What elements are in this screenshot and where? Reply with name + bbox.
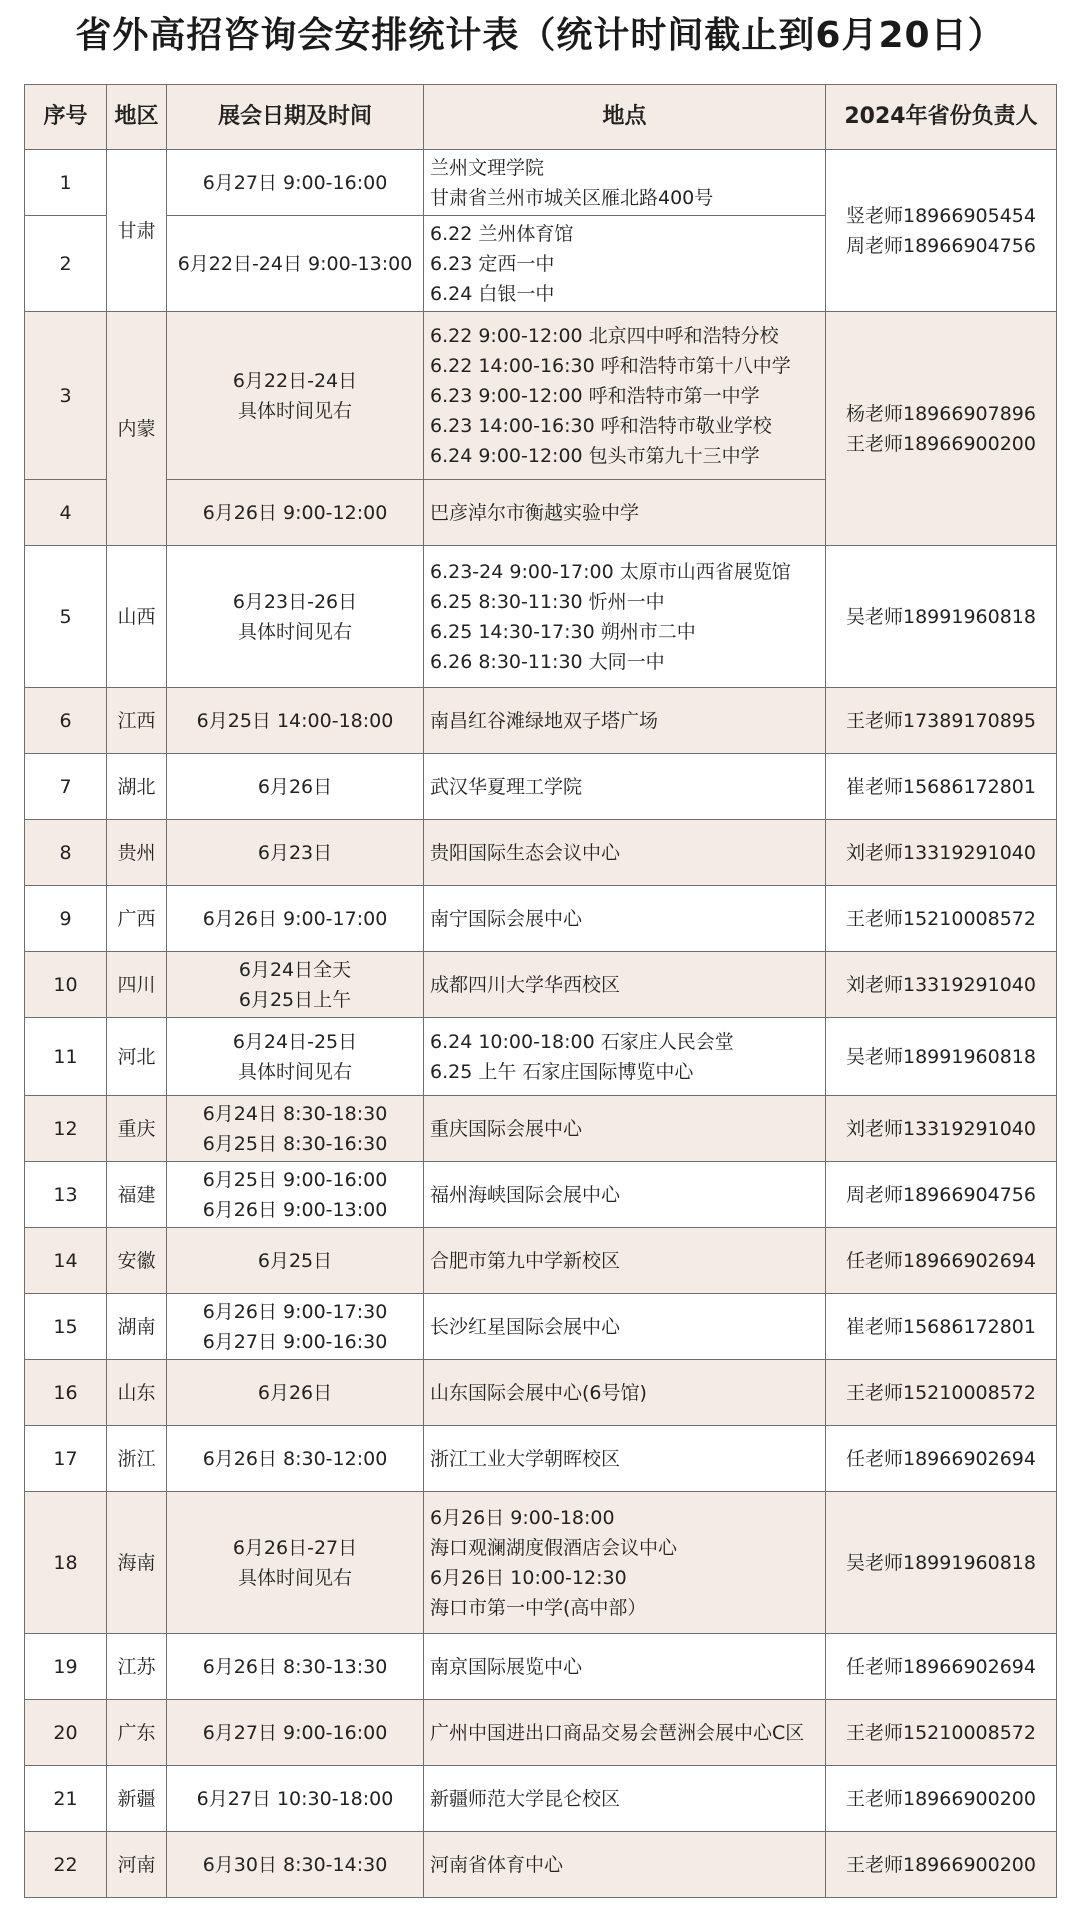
location-cell — [424, 1766, 826, 1832]
location-cell — [424, 480, 826, 546]
date-cell-line: 6月23日-26日 — [232, 590, 358, 613]
table-row — [25, 1700, 1057, 1766]
location-cell-line: 6.23 定西一中 — [430, 252, 555, 275]
date-cell-line: 6月26日-27日 — [232, 1536, 358, 1559]
region-cell: 甘肃 — [107, 150, 167, 312]
location-cell — [424, 886, 826, 952]
date-cell — [167, 546, 424, 688]
row-number: 1 — [25, 150, 107, 216]
table-row — [25, 1162, 1057, 1228]
table-row — [25, 1634, 1057, 1700]
table-row — [25, 1766, 1057, 1832]
date-cell — [167, 1018, 424, 1096]
location-cell-line: 6.23-24 9:00-17:00 太原市山西省展览馆 — [430, 560, 791, 583]
location-cell-line: 6.23 14:00-16:30 呼和浩特市敬业学校 — [430, 414, 772, 437]
location-cell — [424, 952, 826, 1018]
date-cell-line: 6月24日 8:30-18:30 — [202, 1102, 388, 1125]
location-cell — [424, 1360, 826, 1426]
row-number: 8 — [25, 820, 107, 886]
location-cell-line: 6.22 14:00-16:30 呼和浩特市第十八中学 — [430, 354, 791, 377]
location-cell-line: 6月26日 10:00-12:30 — [430, 1566, 627, 1589]
location-cell — [424, 216, 826, 312]
page-title: 省外高招咨询会安排统计表（统计时间截止到6月20日） — [75, 15, 1005, 56]
region-cell: 江苏 — [107, 1634, 167, 1700]
contact-cell-line: 周老师18966904756 — [846, 1183, 1036, 1206]
header-no: 序号 — [25, 85, 107, 150]
region-cell: 贵州 — [107, 820, 167, 886]
region-cell: 安徽 — [107, 1228, 167, 1294]
region-cell: 河南 — [107, 1832, 167, 1898]
region-cell: 湖南 — [107, 1294, 167, 1360]
table-row — [25, 820, 1057, 886]
region-cell: 山西 — [107, 546, 167, 688]
table-row — [25, 1096, 1057, 1162]
location-cell — [424, 1294, 826, 1360]
date-cell — [167, 1766, 424, 1832]
location-cell-line: 6.24 白银一中 — [430, 282, 555, 305]
row-number: 21 — [25, 1766, 107, 1832]
date-cell-line: 具体时间见右 — [237, 399, 352, 422]
contact-cell-line: 吴老师18991960818 — [846, 1045, 1036, 1068]
location-cell-line: 南昌红谷滩绿地双子塔广场 — [430, 709, 659, 732]
contact-cell — [826, 886, 1057, 952]
location-cell-line: 长沙红星国际会展中心 — [430, 1315, 621, 1338]
date-cell-line: 具体时间见右 — [237, 1566, 352, 1589]
date-cell-line: 6月25日 9:00-16:00 — [202, 1168, 388, 1191]
row-number: 16 — [25, 1360, 107, 1426]
table-row — [25, 1294, 1057, 1360]
date-cell-line: 6月25日 14:00-18:00 — [196, 709, 394, 732]
row-number: 4 — [25, 480, 107, 546]
location-cell-line: 6月26日 9:00-18:00 — [430, 1506, 615, 1529]
row-number: 10 — [25, 952, 107, 1018]
date-cell-line: 6月26日 — [257, 775, 333, 798]
location-cell — [424, 150, 826, 216]
region-cell: 广东 — [107, 1700, 167, 1766]
table-row — [25, 1426, 1057, 1492]
contact-cell-line: 王老师15210008572 — [846, 907, 1036, 930]
location-cell-line: 巴彦淖尔市衡越实验中学 — [430, 501, 640, 524]
date-cell-line: 6月26日 9:00-17:00 — [202, 907, 388, 930]
location-cell — [424, 312, 826, 480]
date-cell — [167, 150, 424, 216]
date-cell-line: 6月26日 9:00-12:00 — [202, 501, 388, 524]
contact-cell-line: 王老师15210008572 — [846, 1721, 1036, 1744]
date-cell-line: 6月26日 9:00-17:30 — [202, 1300, 388, 1323]
row-number: 6 — [25, 688, 107, 754]
table-row — [25, 1492, 1057, 1634]
date-cell-line: 6月26日 — [257, 1381, 333, 1404]
location-cell-line: 兰州文理学院 — [430, 156, 545, 179]
contact-cell-line: 任老师18966902694 — [846, 1249, 1036, 1272]
schedule-table — [24, 84, 1057, 1898]
contact-cell-line: 王老师15210008572 — [846, 1381, 1036, 1404]
contact-cell-line: 刘老师13319291040 — [846, 841, 1036, 864]
location-cell-line: 甘肃省兰州市城关区雁北路400号 — [430, 186, 714, 209]
date-cell — [167, 820, 424, 886]
location-cell-line: 6.25 14:30-17:30 朔州市二中 — [430, 620, 696, 643]
row-number: 13 — [25, 1162, 107, 1228]
date-cell — [167, 1096, 424, 1162]
row-number: 19 — [25, 1634, 107, 1700]
row-number: 12 — [25, 1096, 107, 1162]
row-number: 11 — [25, 1018, 107, 1096]
row-number: 18 — [25, 1492, 107, 1634]
date-cell-line: 具体时间见右 — [237, 620, 352, 643]
date-cell-line: 6月27日 9:00-16:00 — [202, 1721, 388, 1744]
table-row — [25, 312, 1057, 480]
location-cell-line: 6.25 上午 石家庄国际博览中心 — [430, 1060, 694, 1083]
date-cell-line: 6月30日 8:30-14:30 — [202, 1853, 388, 1876]
contact-cell-line: 吴老师18991960818 — [846, 605, 1036, 628]
location-cell-line: 浙江工业大学朝晖校区 — [430, 1447, 621, 1470]
contact-cell-line: 刘老师13319291040 — [846, 973, 1036, 996]
date-cell-line: 6月22日-24日 9:00-13:00 — [177, 252, 413, 275]
location-cell-line: 6.22 9:00-12:00 北京四中呼和浩特分校 — [430, 324, 779, 347]
date-cell-line: 具体时间见右 — [237, 1060, 352, 1083]
row-number: 7 — [25, 754, 107, 820]
date-cell-line: 6月27日 9:00-16:00 — [202, 171, 388, 194]
date-cell-line: 6月25日 8:30-16:30 — [202, 1132, 388, 1155]
region-cell: 四川 — [107, 952, 167, 1018]
region-cell: 重庆 — [107, 1096, 167, 1162]
location-cell-line: 6.26 8:30-11:30 大同一中 — [430, 650, 665, 673]
date-cell — [167, 886, 424, 952]
row-number: 3 — [25, 312, 107, 480]
table-row — [25, 150, 1057, 216]
date-cell-line: 6月26日 8:30-12:00 — [202, 1447, 388, 1470]
date-cell — [167, 1162, 424, 1228]
row-number: 22 — [25, 1832, 107, 1898]
contact-cell-line: 刘老师13319291040 — [846, 1117, 1036, 1140]
contact-cell — [826, 546, 1057, 688]
location-cell — [424, 1832, 826, 1898]
region-cell: 湖北 — [107, 754, 167, 820]
location-cell-line: 重庆国际会展中心 — [430, 1117, 583, 1140]
date-cell — [167, 1492, 424, 1634]
date-cell — [167, 216, 424, 312]
date-cell-line: 6月23日 — [257, 841, 333, 864]
contact-cell-line: 崔老师15686172801 — [846, 1315, 1036, 1338]
location-cell-line: 6.24 10:00-18:00 石家庄人民会堂 — [430, 1030, 734, 1053]
date-cell — [167, 1426, 424, 1492]
location-cell-line: 河南省体育中心 — [430, 1853, 564, 1876]
date-cell — [167, 480, 424, 546]
table-row — [25, 1018, 1057, 1096]
location-cell — [424, 1426, 826, 1492]
location-cell — [424, 1228, 826, 1294]
date-cell — [167, 1700, 424, 1766]
row-number: 5 — [25, 546, 107, 688]
row-number: 15 — [25, 1294, 107, 1360]
date-cell — [167, 1294, 424, 1360]
location-cell-line: 贵阳国际生态会议中心 — [430, 841, 621, 864]
region-cell: 海南 — [107, 1492, 167, 1634]
contact-cell — [826, 688, 1057, 754]
location-cell-line: 6.23 9:00-12:00 呼和浩特市第一中学 — [430, 384, 760, 407]
header-region: 地区 — [107, 85, 167, 150]
header-date: 展会日期及时间 — [167, 85, 424, 150]
contact-cell — [826, 1228, 1057, 1294]
contact-cell — [826, 1162, 1057, 1228]
region-cell: 广西 — [107, 886, 167, 952]
location-cell-line: 海口市第一中学(高中部） — [430, 1596, 647, 1619]
contact-cell — [826, 150, 1057, 312]
contact-cell — [826, 754, 1057, 820]
date-cell — [167, 754, 424, 820]
date-cell — [167, 1228, 424, 1294]
contact-cell — [826, 820, 1057, 886]
region-cell: 新疆 — [107, 1766, 167, 1832]
table-body — [25, 150, 1057, 1898]
row-number: 17 — [25, 1426, 107, 1492]
table-row — [25, 546, 1057, 688]
date-cell-line: 6月27日 9:00-16:30 — [202, 1330, 388, 1353]
location-cell-line: 6.24 9:00-12:00 包头市第九十三中学 — [430, 444, 760, 467]
location-cell-line: 南宁国际会展中心 — [430, 907, 583, 930]
row-number: 9 — [25, 886, 107, 952]
location-cell-line: 山东国际会展中心(6号馆) — [430, 1381, 647, 1404]
date-cell-line: 6月22日-24日 — [232, 369, 358, 392]
region-cell: 内蒙 — [107, 312, 167, 546]
row-number: 14 — [25, 1228, 107, 1294]
location-cell — [424, 754, 826, 820]
contact-cell — [826, 1294, 1057, 1360]
header-contact: 2024年省份负责人 — [826, 85, 1057, 150]
table-row — [25, 952, 1057, 1018]
location-cell-line: 广州中国进出口商品交易会琶洲会展中心C区 — [430, 1721, 805, 1744]
contact-cell-line: 吴老师18991960818 — [846, 1551, 1036, 1574]
contact-cell-line: 王老师18966900200 — [846, 1853, 1036, 1876]
location-cell-line: 武汉华夏理工学院 — [430, 775, 583, 798]
date-cell — [167, 1360, 424, 1426]
region-cell: 浙江 — [107, 1426, 167, 1492]
table-header-row — [25, 85, 1057, 150]
table-row — [25, 754, 1057, 820]
table-row — [25, 1228, 1057, 1294]
contact-cell-line: 王老师18966900200 — [846, 432, 1036, 455]
date-cell — [167, 1634, 424, 1700]
contact-cell — [826, 1492, 1057, 1634]
location-cell-line: 合肥市第九中学新校区 — [430, 1249, 621, 1272]
contact-cell-line: 王老师17389170895 — [846, 709, 1036, 732]
location-cell — [424, 820, 826, 886]
contact-cell — [826, 1700, 1057, 1766]
location-cell — [424, 1018, 826, 1096]
location-cell-line: 6.25 8:30-11:30 忻州一中 — [430, 590, 665, 613]
table-row — [25, 1832, 1057, 1898]
location-cell-line: 6.22 兰州体育馆 — [430, 222, 574, 245]
date-cell-line: 6月24日-25日 — [232, 1030, 358, 1053]
location-cell — [424, 1700, 826, 1766]
location-cell — [424, 1634, 826, 1700]
table-row — [25, 1360, 1057, 1426]
location-cell-line: 福州海峡国际会展中心 — [430, 1183, 621, 1206]
contact-cell — [826, 1634, 1057, 1700]
date-cell-line: 6月27日 10:30-18:00 — [196, 1787, 394, 1810]
location-cell — [424, 546, 826, 688]
contact-cell — [826, 952, 1057, 1018]
date-cell — [167, 1832, 424, 1898]
row-number: 2 — [25, 216, 107, 312]
contact-cell — [826, 312, 1057, 546]
contact-cell — [826, 1426, 1057, 1492]
location-cell-line: 新疆师范大学昆仑校区 — [430, 1787, 621, 1810]
table-row — [25, 886, 1057, 952]
date-cell-line: 6月26日 8:30-13:30 — [202, 1655, 388, 1678]
contact-cell — [826, 1360, 1057, 1426]
contact-cell — [826, 1832, 1057, 1898]
contact-cell-line: 王老师18966900200 — [846, 1787, 1036, 1810]
location-cell — [424, 1162, 826, 1228]
date-cell — [167, 312, 424, 480]
contact-cell — [826, 1096, 1057, 1162]
contact-cell-line: 任老师18966902694 — [846, 1447, 1036, 1470]
header-location: 地点 — [424, 85, 826, 150]
date-cell-line: 6月24日全天 — [238, 958, 352, 981]
contact-cell-line: 杨老师18966907896 — [846, 402, 1036, 425]
date-cell-line: 6月25日上午 — [238, 988, 352, 1011]
contact-cell-line: 周老师18966904756 — [846, 234, 1036, 257]
location-cell-line: 成都四川大学华西校区 — [430, 973, 621, 996]
date-cell — [167, 688, 424, 754]
date-cell-line: 6月25日 — [257, 1249, 333, 1272]
location-cell-line: 南京国际展览中心 — [430, 1655, 583, 1678]
region-cell: 河北 — [107, 1018, 167, 1096]
region-cell: 山东 — [107, 1360, 167, 1426]
region-cell: 福建 — [107, 1162, 167, 1228]
location-cell — [424, 1492, 826, 1634]
region-cell: 江西 — [107, 688, 167, 754]
location-cell — [424, 1096, 826, 1162]
row-number: 20 — [25, 1700, 107, 1766]
location-cell — [424, 688, 826, 754]
date-cell-line: 6月26日 9:00-13:00 — [202, 1198, 388, 1221]
table-row — [25, 688, 1057, 754]
contact-cell-line: 竖老师18966905454 — [846, 204, 1036, 227]
contact-cell-line: 任老师18966902694 — [846, 1655, 1036, 1678]
contact-cell — [826, 1018, 1057, 1096]
date-cell — [167, 952, 424, 1018]
location-cell-line: 海口观澜湖度假酒店会议中心 — [430, 1536, 678, 1559]
contact-cell-line: 崔老师15686172801 — [846, 775, 1036, 798]
contact-cell — [826, 1766, 1057, 1832]
